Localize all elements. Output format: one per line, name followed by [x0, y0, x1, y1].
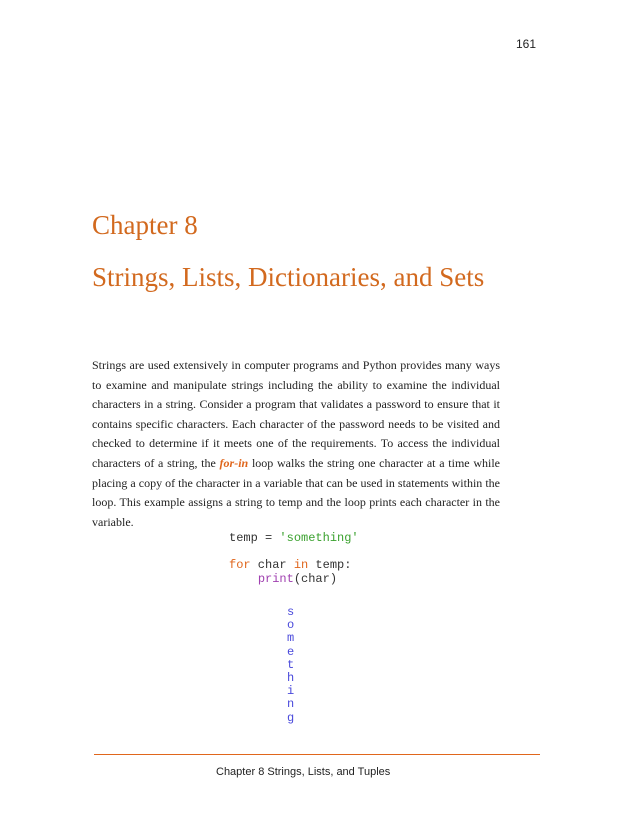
- output-char: n: [287, 697, 295, 712]
- output-char: m: [287, 631, 295, 646]
- code-loop-var: char: [250, 558, 294, 572]
- chapter-title: Strings, Lists, Dictionaries, and Sets: [92, 262, 485, 292]
- code-line-for: [229, 558, 359, 572]
- output-char: h: [287, 671, 295, 686]
- paragraph-text-part2: loop walks the string one character at a time while placing a copy of the character in a variable that can be used in statements within the loop. This example assigns a string to temp and the loop prints each character in the variable.: [92, 455, 500, 529]
- footer-text: Chapter 8 Strings, Lists, and Tuples: [216, 766, 391, 778]
- footer-divider: [94, 754, 540, 755]
- code-temp-assign: temp =: [229, 531, 280, 545]
- output-char: e: [287, 644, 295, 659]
- code-print-args: (char): [293, 572, 338, 586]
- code-line-print: [229, 572, 359, 586]
- output-char: o: [287, 618, 295, 633]
- program-output: [287, 606, 294, 725]
- code-example: [229, 531, 359, 586]
- output-char: s: [287, 605, 295, 619]
- code-print-builtin: print: [257, 572, 294, 586]
- output-char: t: [287, 657, 295, 672]
- code-indent: [229, 572, 258, 586]
- chapter-label: Chapter 8: [92, 210, 198, 240]
- code-line-assign: [229, 531, 359, 545]
- code-for-keyword: for: [229, 558, 251, 572]
- body-paragraph: [92, 356, 500, 532]
- code-loop-target: temp:: [308, 558, 352, 572]
- output-char: i: [287, 684, 295, 699]
- for-in-keyword: for-in: [219, 455, 249, 470]
- output-char: g: [287, 710, 295, 725]
- paragraph-text-part1: Strings are used extensively in computer programs and Python provides many ways to examine and manipulate strings including the ability to examine the individual characters in a string. Consider a program that validates a password to ensure that it contains specific characters. Each character of the password needs to be visited and checked to determine if it meets one of the requirements. To access the individual characters of a string, the: [92, 358, 500, 470]
- page-number: 161: [516, 37, 537, 51]
- code-string-literal: 'something': [279, 531, 359, 545]
- code-in-keyword: in: [293, 558, 309, 572]
